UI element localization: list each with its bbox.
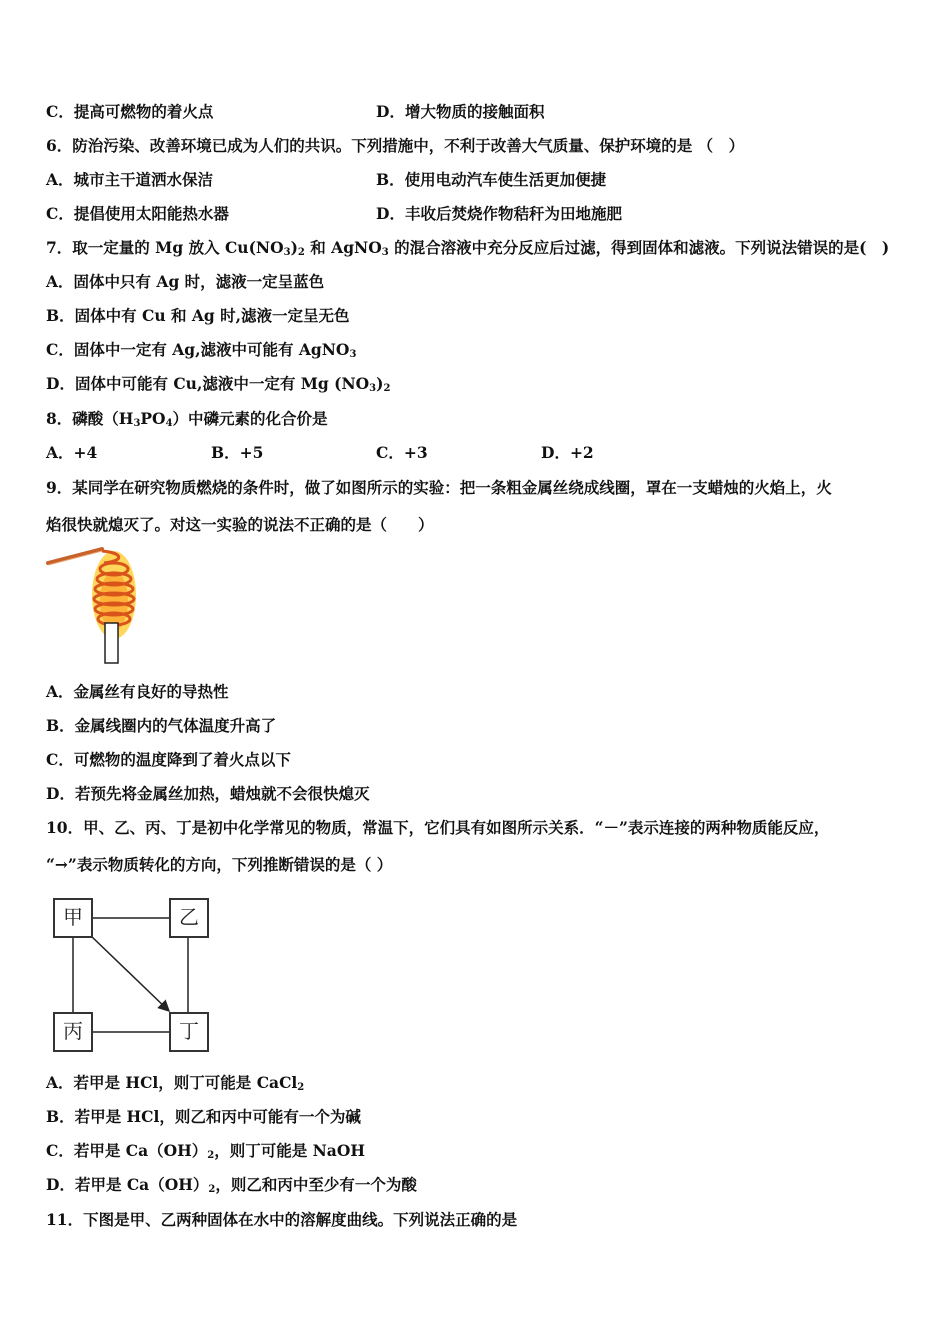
q7-option-d: D．固体中可能有 Cu,滤液中一定有 Mg $(NO_3)_2$ xyxy=(46,374,391,394)
q9-option-a: A．金属丝有良好的导热性 xyxy=(46,682,229,701)
q5-option-d: D．增大物质的接触面积 xyxy=(376,102,545,121)
node-bing: 丙 xyxy=(53,1012,93,1052)
node-jia: 甲 xyxy=(53,898,93,938)
q7-option-b: B．固体中有 Cu 和 Ag 时,滤液一定呈无色 xyxy=(46,306,350,325)
q8-option-a: A．+4 xyxy=(46,443,98,462)
q8-option-d: D．+2 xyxy=(541,443,594,462)
candle-coil-figure xyxy=(44,545,144,667)
arrow-jia-to-ding xyxy=(90,935,169,1011)
q6-option-b: B．使用电动汽车使生活更加便捷 xyxy=(376,170,607,189)
candle-body xyxy=(105,623,118,663)
q7-option-c: C．固体中一定有 Ag,滤液中可能有 AgNO$_3$ xyxy=(46,340,357,360)
q10-option-a: A．若甲是 HCl，则丁可能是 CaCl$_2$ xyxy=(46,1073,305,1093)
node-ding: 丁 xyxy=(169,1012,209,1052)
q9-option-b: B．金属线圈内的气体温度升高了 xyxy=(46,716,277,735)
q10-stem-line2: “→”表示物质转化的方向，下列推断错误的是（ ） xyxy=(46,855,393,874)
q5-option-c: C．提高可燃物的着火点 xyxy=(46,102,214,121)
q9-stem-line1: 9．某同学在研究物质燃烧的条件时，做了如图所示的实验：把一条粗金属丝绕成线圈，罩在一支蜡烛的火焰上，火 xyxy=(46,478,832,497)
q10-stem-line1: 10．甲、乙、丙、丁是初中化学常见的物质，常温下，它们具有如图所示关系．“－”表示连接的两种物质能反应， xyxy=(46,818,830,837)
q8-option-c: C．+3 xyxy=(376,443,428,462)
q6-stem: 6．防治污染、改善环境已成为人们的共识。下列措施中，不利于改善大气质量、保护环境的是 （ ） xyxy=(46,136,745,155)
q10-option-c: C．若甲是 $Ca(OH)_2$，则丁可能是 NaOH xyxy=(46,1141,365,1161)
q10-option-d: D．若甲是 $Ca(OH)_2$，则乙和丙中至少有一个为酸 xyxy=(46,1175,417,1195)
q6-option-a: A．城市主干道洒水保洁 xyxy=(46,170,214,189)
q8-option-b: B．+5 xyxy=(211,443,264,462)
q9-option-c: C．可燃物的温度降到了着火点以下 xyxy=(46,750,291,769)
q9-option-d: D．若预先将金属丝加热，蜡烛就不会很快熄灭 xyxy=(46,784,370,803)
metal-wire-handle xyxy=(48,549,102,563)
q11-stem: 11．下图是甲、乙两种固体在水中的溶解度曲线。下列说法正确的是 xyxy=(46,1210,518,1229)
q10-option-b: B．若甲是 HCl，则乙和丙中可能有一个为碱 xyxy=(46,1107,361,1126)
q9-stem-line2: 焰很快就熄灭了。对这一实验的说法不正确的是（ ） xyxy=(46,515,434,534)
node-yi: 乙 xyxy=(169,898,209,938)
q6-option-c: C．提倡使用太阳能热水器 xyxy=(46,204,229,223)
q8-stem: 8．磷酸$(H_3PO_4)$中磷元素的化合价是 xyxy=(46,409,328,429)
q7-stem: 7．取一定量的 Mg 放入 $Cu(NO_3)_2$ 和 AgNO$_3$ 的混合溶液中充分反应后过滤，得到固体和滤液。下列说法错误的是( ) xyxy=(46,238,890,258)
q7-option-a: A．固体中只有 Ag 时，滤液一定呈蓝色 xyxy=(46,272,325,291)
q6-option-d: D．丰收后焚烧作物秸秆为田地施肥 xyxy=(376,204,622,223)
